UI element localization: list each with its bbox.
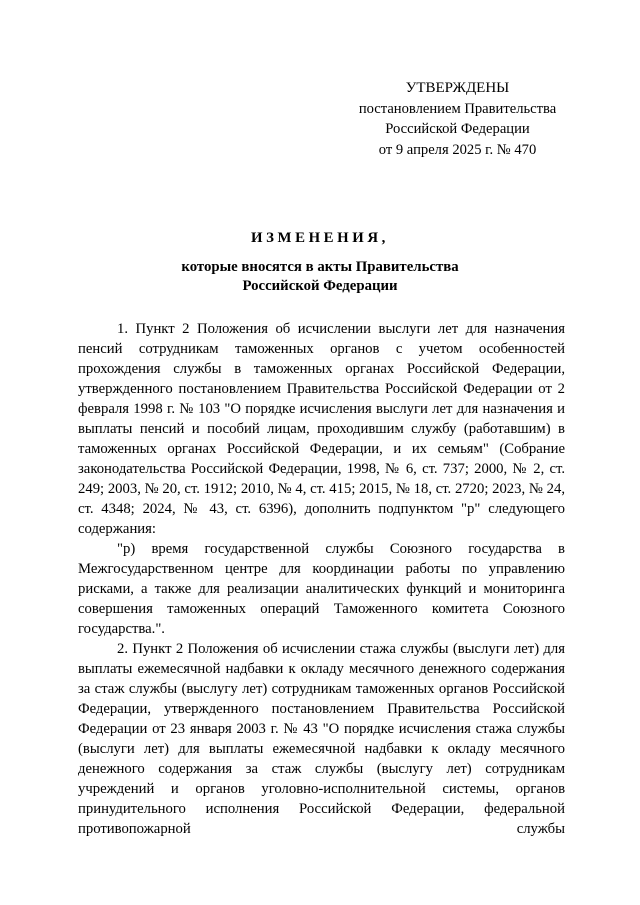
approval-line-2: Российской Федерации	[385, 121, 530, 137]
paragraph-1: 1. Пункт 2 Положения об исчислении выслуги лет для назначения пенсий сотрудникам таможенных органов с учетом особенностей прохождения службы в таможенных органах Российской Федерации, утвержденного постановлением Правительства Российской Федерации от 2 февраля 1998 г. № 103 "О порядке исчисления выслуги лет для назначения и выплаты пенсий и пособий лицам, проходившим службу (работавшим) в таможенных органах Российской Федерации, и их семьям" (Собрание законодательства Российской Федерации, 1998, № 6, ст. 737; 2000, № 2, ст. 249; 2003, № 20, ст. 1912; 2010, № 4, ст. 415; 2015, № 18, ст. 2720; 2023, № 24, ст. 4348; 2024, № 43, ст. 6396), дополнить подпунктом "р" следующего содержания:	[78, 321, 565, 537]
approval-line-1: постановлением Правительства	[358, 100, 557, 117]
approval-stamp	[330, 78, 585, 160]
approved-label: УТВЕРЖДЕНЫ	[405, 80, 510, 96]
paragraph-3: 2. Пункт 2 Положения об исчислении стажа службы (выслуги лет) для выплаты ежемесячной надбавки к окладу месячного денежного содержания за стаж службы (выслугу лет) сотрудникам таможенных органов Российской Федерации, утвержденного постановлением Правительства Российской Федерации от 23 января 2003 г. № 43 "О порядке исчисления стажа службы (выслуги лет) для выплаты ежемесячной надбавки к окладу месячного денежного содержания за стаж службы (выслугу лет) сотрудникам учреждений и органов уголовно-исполнительной системы, органов принудительного исполнения Российской Федерации, федеральной противопожарной службы	[78, 641, 565, 837]
subtitle-line-1: которые вносятся в акты Правительства	[181, 259, 459, 275]
document-body	[78, 319, 565, 839]
document-title: ИЗМЕНЕНИЯ,	[251, 230, 389, 246]
subtitle-line-2: Российской Федерации	[242, 278, 398, 294]
document-heading	[60, 228, 580, 296]
approval-line-3: от 9 апреля 2025 г. № 470	[378, 141, 537, 158]
paragraph-2: "р) время государственной службы Союзного государства в Межгосударственном центре для координации работы по управлению рисками, а также для реализации аналитических функций и мониторинга совершения таможенных операций Таможенного комитета Союзного государства.".	[78, 541, 565, 637]
document-subtitle	[60, 258, 580, 296]
